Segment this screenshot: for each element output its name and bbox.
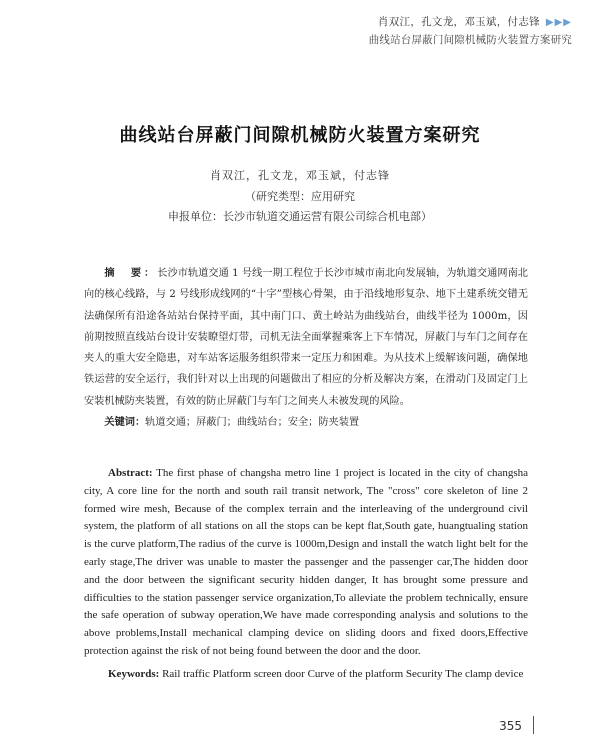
english-keywords-text: Rail traffic Platform screen door Curve of the platform Security The clamp device [162, 667, 524, 680]
chinese-abstract-body [84, 263, 528, 412]
chinese-keywords-label: 关键词： [104, 417, 146, 429]
page-number-divider [533, 716, 534, 734]
header-authors-line [369, 14, 572, 29]
english-abstract [84, 465, 528, 684]
header-authors: 肖双江，孔文龙，邓玉斌，付志锋 [377, 16, 540, 28]
english-keywords-label: Keywords: [108, 667, 160, 680]
page-number: 355 [499, 719, 522, 733]
chinese-abstract [84, 263, 528, 433]
english-abstract-text: The first phase of changsha metro line 1 project is located in the city of changsha city, A core line for the north and south rail transit network, The "cross" core skeleton of line 2 formed wire mesh, Because of the complex terrain and the interleaving of the underground civil system, the platform of all stations on all the stops can be kept flat,South gate, huangtualing station is the curve platform,The radius of the curve is 1000m,Design and install the watch light belt for the early stage,The driver was unable to master the passenger and the passenger car,The hidden door and the door between the significant security hidden danger, It has brought some pressure and difficulties to the station passenger service organization,To alleviate the problem technically, ensure the safe operation of subway operation,We have made corresponding analysis and solutions to the above problems,Install mechanical clamping device on sliding doors and fixed doors,Effective protection against the risk of not being found between the door and the door. [84, 467, 528, 657]
english-abstract-body [84, 465, 528, 661]
english-abstract-label: Abstract: [108, 467, 153, 479]
chinese-abstract-text: 长沙市轨道交通 1 号线一期工程位于长沙市城市南北向发展轴，为轨道交通网南北向的核心线路，与 2 号线形成线网的“十字”型核心骨架，由于沿线地形复杂、地下土建系统交错无法确保所有沿途各站站台保持平面，其中南门口、黄土岭站为曲线站台，曲线半径为 1000m，因前期按照直线站台设计安装瞭望灯带，司机无法全面掌握乘客上下车情况，屏蔽门与车门之间存在夹人的重大安全隐患，对车站客运服务组织带来一定压力和困难。为从技术上缓解该问题，确保地铁运营的安全运行，我们针对以上出现的问题做出了相应的分析及解决方案，在滑动门及固定门上安装机械防夹装置，有效的防止屏蔽门与车门之间夹人未被发现的风险。 [84, 268, 528, 407]
header-arrows-icon: ▶▶▶ [545, 17, 572, 28]
author-list: 肖双江，孔文龙，邓玉斌，付志锋 [210, 169, 390, 182]
header-running-title: 曲线站台屏蔽门间隙机械防火装置方案研究 [368, 34, 572, 46]
chinese-abstract-label: 摘 要： [104, 268, 158, 279]
chinese-keywords [84, 412, 528, 433]
paper-title: 曲线站台屏蔽门间隙机械防火装置方案研究 [119, 125, 481, 146]
submitting-unit: 申报单位：长沙市轨道交通运营有限公司综合机电部） [168, 210, 432, 223]
research-type: （研究类型：应用研究 [245, 190, 355, 203]
chinese-keywords-text: 轨道交通；屏蔽门；曲线站台；安全；防夹装置 [145, 417, 360, 429]
running-header [369, 14, 572, 47]
english-keywords [84, 666, 528, 684]
